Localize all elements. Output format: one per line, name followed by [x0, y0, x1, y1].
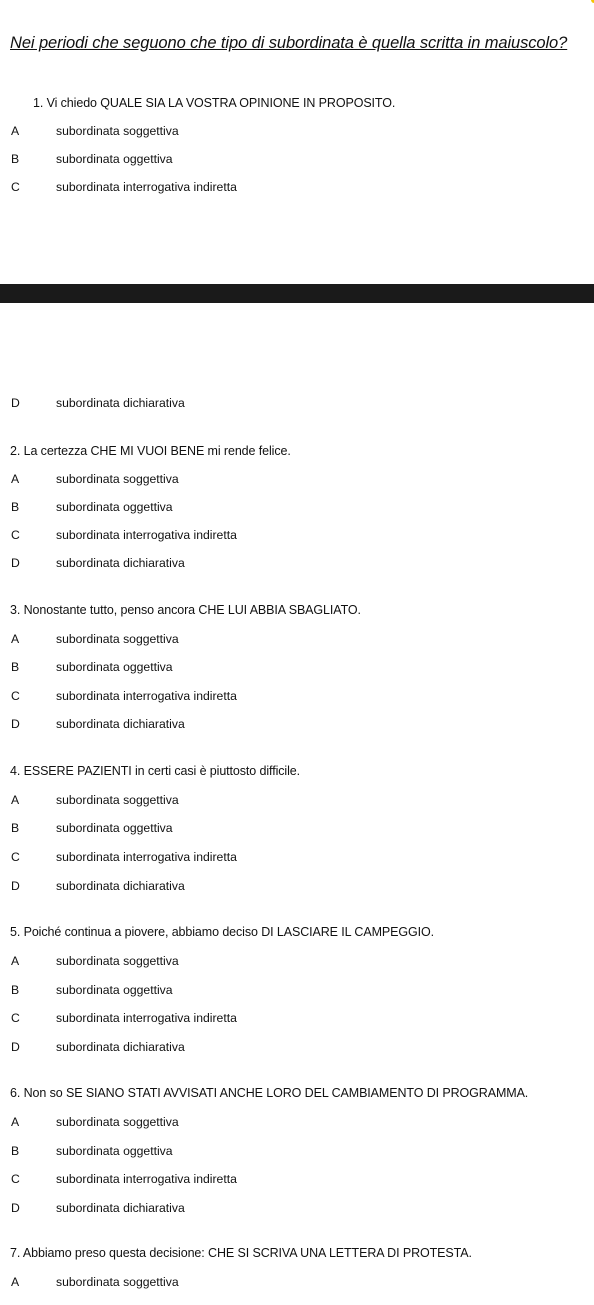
- question-1-option-b[interactable]: [0, 152, 594, 168]
- option-letter: D: [11, 879, 20, 893]
- option-label: subordinata dichiarativa: [56, 396, 185, 410]
- option-label: subordinata oggettiva: [56, 152, 173, 166]
- question-3-option-c[interactable]: [0, 689, 594, 705]
- option-letter: A: [11, 954, 20, 968]
- question-1-option-d[interactable]: [0, 396, 594, 412]
- option-letter: B: [11, 500, 20, 514]
- option-letter: C: [11, 850, 20, 864]
- option-letter: C: [11, 528, 20, 542]
- option-letter: D: [11, 1040, 20, 1054]
- option-label: subordinata oggettiva: [56, 660, 173, 674]
- option-label: subordinata oggettiva: [56, 1144, 173, 1158]
- option-label: subordinata interrogativa indiretta: [56, 850, 237, 864]
- option-label: subordinata soggettiva: [56, 124, 179, 138]
- option-label: subordinata dichiarativa: [56, 717, 185, 731]
- option-label: subordinata dichiarativa: [56, 556, 185, 570]
- question-5-option-c[interactable]: [0, 1011, 594, 1027]
- question-4-option-d[interactable]: [0, 879, 594, 895]
- option-letter: C: [11, 1011, 20, 1025]
- option-letter: C: [11, 689, 20, 703]
- option-label: subordinata soggettiva: [56, 632, 179, 646]
- question-1-text: 1. Vi chiedo QUALE SIA LA VOSTRA OPINIONE IN PROPOSITO.: [33, 96, 396, 110]
- question-3-text: 3. Nonostante tutto, penso ancora CHE LUI ABBIA SBAGLIATO.: [10, 603, 361, 617]
- option-label: subordinata interrogativa indiretta: [56, 1172, 237, 1186]
- question-4-option-b[interactable]: [0, 821, 594, 837]
- option-label: subordinata dichiarativa: [56, 1201, 185, 1215]
- page-title: Nei periodi che seguono che tipo di subordinata è quella scritta in maiuscolo?: [10, 34, 568, 52]
- option-label: subordinata dichiarativa: [56, 879, 185, 893]
- question-2-option-a[interactable]: [0, 472, 594, 488]
- option-label: subordinata interrogativa indiretta: [56, 528, 237, 542]
- option-label: subordinata soggettiva: [56, 1115, 179, 1129]
- option-letter: C: [11, 1172, 20, 1186]
- option-label: subordinata soggettiva: [56, 472, 179, 486]
- question-2-option-c[interactable]: [0, 528, 594, 544]
- question-2-option-d[interactable]: [0, 556, 594, 572]
- question-3-option-b[interactable]: [0, 660, 594, 676]
- question-5-option-b[interactable]: [0, 983, 594, 999]
- option-letter: C: [11, 180, 20, 194]
- option-label: subordinata oggettiva: [56, 821, 173, 835]
- question-5-option-d[interactable]: [0, 1040, 594, 1056]
- question-2-option-b[interactable]: [0, 500, 594, 516]
- option-label: subordinata soggettiva: [56, 1275, 179, 1289]
- option-label: subordinata oggettiva: [56, 500, 173, 514]
- option-letter: B: [11, 152, 20, 166]
- question-3-option-d[interactable]: [0, 717, 594, 733]
- option-label: subordinata dichiarativa: [56, 1040, 185, 1054]
- question-6-option-c[interactable]: [0, 1172, 594, 1188]
- question-5-text: 5. Poiché continua a piovere, abbiamo deciso DI LASCIARE IL CAMPEGGIO.: [10, 925, 434, 939]
- option-label: subordinata interrogativa indiretta: [56, 1011, 237, 1025]
- option-label: subordinata interrogativa indiretta: [56, 689, 237, 703]
- question-7-option-a[interactable]: [0, 1275, 594, 1291]
- question-4-option-c[interactable]: [0, 850, 594, 866]
- option-label: subordinata soggettiva: [56, 954, 179, 968]
- question-6-option-d[interactable]: [0, 1201, 594, 1217]
- option-letter: A: [11, 472, 20, 486]
- option-letter: A: [11, 632, 20, 646]
- question-4-text: 4. ESSERE PAZIENTI in certi casi è piuttosto difficile.: [10, 764, 300, 778]
- option-label: subordinata interrogativa indiretta: [56, 180, 237, 194]
- question-5-option-a[interactable]: [0, 954, 594, 970]
- option-letter: A: [11, 1275, 20, 1289]
- question-4-option-a[interactable]: [0, 793, 594, 809]
- option-letter: A: [11, 1115, 20, 1129]
- option-letter: B: [11, 821, 20, 835]
- option-letter: A: [11, 124, 20, 138]
- question-6-option-a[interactable]: [0, 1115, 594, 1131]
- question-6-option-b[interactable]: [0, 1144, 594, 1160]
- option-label: subordinata soggettiva: [56, 793, 179, 807]
- question-1-option-a[interactable]: [0, 124, 594, 140]
- option-letter: B: [11, 1144, 20, 1158]
- option-letter: D: [11, 1201, 20, 1215]
- option-letter: B: [11, 660, 20, 674]
- option-letter: D: [11, 717, 20, 731]
- question-1-option-c[interactable]: [0, 180, 594, 196]
- question-2-text: 2. La certezza CHE MI VUOI BENE mi rende felice.: [10, 444, 291, 458]
- option-letter: D: [11, 396, 20, 410]
- question-3-option-a[interactable]: [0, 632, 594, 648]
- option-letter: B: [11, 983, 20, 997]
- option-label: subordinata oggettiva: [56, 983, 173, 997]
- option-letter: D: [11, 556, 20, 570]
- question-6-text: 6. Non so SE SIANO STATI AVVISATI ANCHE LORO DEL CAMBIAMENTO DI PROGRAMMA.: [10, 1086, 529, 1100]
- option-letter: A: [11, 793, 20, 807]
- question-7-text: 7. Abbiamo preso questa decisione: CHE SI SCRIVA UNA LETTERA DI PROTESTA.: [10, 1246, 472, 1260]
- page-break-band: [0, 284, 594, 303]
